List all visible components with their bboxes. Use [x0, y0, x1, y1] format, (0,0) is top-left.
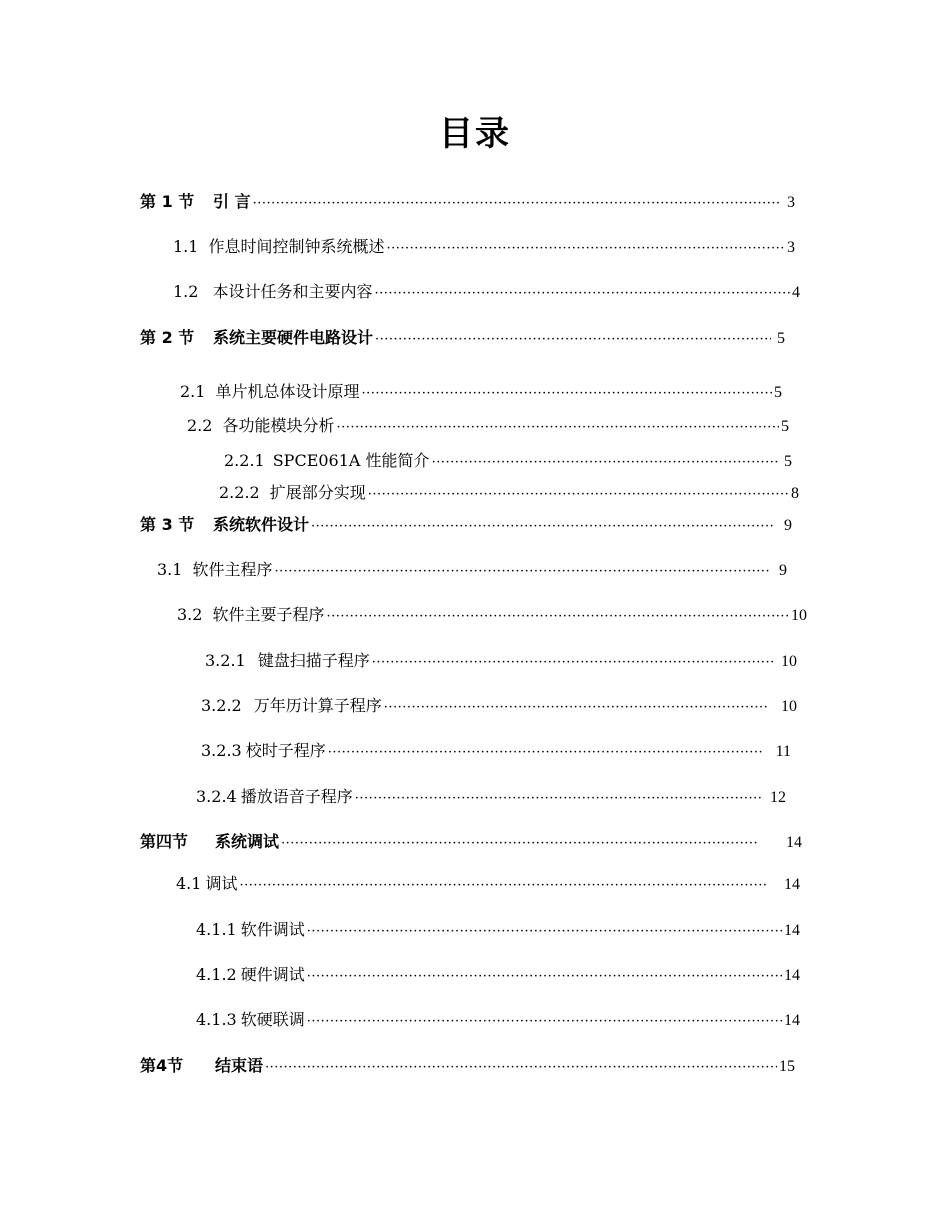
toc-leader-dots [384, 695, 769, 719]
toc-entry-2-2[interactable] [187, 413, 789, 439]
toc-entry-3-2[interactable] [177, 602, 807, 628]
toc-entry-number: 3.2 [177, 605, 203, 624]
toc-entry-number: 第四节 [140, 832, 189, 851]
toc-entry-number: 3.2.1 [205, 651, 246, 670]
toc-page-number: 8 [791, 485, 799, 502]
toc-entry-label [176, 871, 237, 897]
toc-entry-number: 第4节 [140, 1056, 184, 1075]
toc-entry-number: 1.2 [173, 282, 199, 301]
toc-entry-number: 第 2 节 [140, 328, 195, 347]
toc-entry-number: 4.1.1 [196, 920, 237, 939]
toc-entry-label [140, 189, 251, 215]
toc-page-number: 14 [784, 876, 800, 893]
toc-leader-dots [253, 191, 781, 215]
toc-entry-label [140, 829, 279, 855]
toc-entry-3-2-4[interactable] [196, 784, 786, 810]
toc-leader-dots [307, 919, 782, 943]
toc-entry-number: 1.1 [173, 237, 199, 256]
toc-entry-chapter-4[interactable] [140, 829, 802, 855]
toc-entry-text: 各功能模块分析 [222, 416, 335, 435]
toc-page-number: 14 [784, 967, 800, 984]
toc-entry-text: 结束语 [215, 1056, 264, 1075]
toc-leader-dots [372, 650, 775, 674]
toc-entry-label [196, 917, 305, 943]
toc-leader-dots [265, 1055, 777, 1079]
toc-leader-dots [307, 964, 782, 988]
toc-entry-label [157, 557, 272, 583]
toc-leader-dots [432, 450, 778, 474]
toc-entry-chapter-1[interactable] [140, 189, 795, 215]
toc-entry-2-1[interactable] [180, 379, 782, 405]
toc-page-number: 10 [781, 653, 797, 670]
toc-leader-dots [375, 327, 771, 351]
toc-entry-text: 软件主程序 [192, 560, 273, 579]
toc-leader-dots [311, 514, 774, 538]
toc-entry-3-2-2[interactable] [201, 693, 797, 719]
toc-entry-label [224, 448, 430, 474]
toc-entry-2-2-1[interactable] [224, 448, 792, 474]
toc-entry-label [140, 512, 309, 538]
toc-entry-number: 2.2.1 [224, 451, 265, 470]
toc-entry-1-2[interactable] [173, 279, 800, 305]
toc-leader-dots [374, 281, 790, 305]
toc-entry-text: 键盘扫描子程序 [257, 651, 370, 670]
toc-entry-number: 2.2.2 [219, 483, 260, 502]
toc-entry-text: SPCE061A 性能简介 [272, 451, 430, 470]
toc-entry-3-2-3[interactable] [201, 738, 791, 764]
toc-entry-label [196, 784, 353, 810]
toc-entry-text: 硬件调试 [240, 965, 305, 984]
toc-entry-text: 系统主要硬件电路设计 [213, 328, 374, 347]
toc-leader-dots [336, 415, 779, 439]
toc-entry-label [180, 379, 359, 405]
toc-entry-label [201, 693, 382, 719]
toc-entry-4-1-2[interactable] [196, 962, 800, 988]
toc-page-number: 10 [791, 607, 807, 624]
toc-entry-label [219, 480, 366, 506]
toc-entry-label [140, 325, 373, 351]
toc-page-number: 12 [770, 789, 786, 806]
toc-page-number: 10 [781, 698, 797, 715]
toc-entry-number: 3.2.2 [201, 696, 242, 715]
toc-entry-label [173, 234, 384, 260]
toc-page-number: 5 [774, 384, 782, 401]
toc-entry-number: 3.1 [157, 560, 183, 579]
toc-page-number: 3 [787, 239, 795, 256]
toc-entry-label [196, 962, 305, 988]
toc-entry-number: 第 3 节 [140, 515, 195, 534]
toc-page-number: 15 [779, 1058, 795, 1075]
toc-page-number: 14 [784, 922, 800, 939]
toc-title: 目录 [439, 114, 511, 154]
toc-page-number: 5 [777, 330, 785, 347]
toc-entry-number: 3.2.3 [201, 741, 242, 760]
toc-page-number: 5 [784, 453, 792, 470]
toc-entry-number: 2.1 [180, 382, 206, 401]
toc-entry-text: 校时子程序 [245, 741, 326, 760]
toc-leader-dots [386, 236, 785, 260]
toc-entry-number: 4.1 [176, 874, 202, 893]
toc-leader-dots [239, 873, 766, 897]
toc-entry-number: 4.1.3 [196, 1010, 237, 1029]
toc-entry-chapter-5[interactable] [140, 1053, 795, 1079]
toc-entry-text: 引 言 [213, 192, 251, 211]
toc-leader-dots [274, 559, 769, 583]
toc-page-number: 4 [792, 284, 800, 301]
toc-entry-chapter-3[interactable] [140, 512, 792, 538]
toc-entry-text: 软件主要子程序 [212, 605, 325, 624]
toc-page-number: 9 [779, 562, 787, 579]
toc-leader-dots [326, 604, 789, 628]
toc-entry-number: 3.2.4 [196, 787, 237, 806]
toc-entry-label [196, 1007, 305, 1033]
toc-entry-number: 第 1 节 [140, 192, 195, 211]
toc-leader-dots [307, 1009, 782, 1033]
toc-leader-dots [355, 786, 762, 810]
toc-entry-3-1[interactable] [157, 557, 787, 583]
toc-leader-dots [328, 740, 764, 764]
toc-entry-4-1[interactable] [176, 871, 800, 897]
toc-leader-dots [368, 482, 789, 506]
toc-entry-label [187, 413, 334, 439]
toc-entry-4-1-3[interactable] [196, 1007, 800, 1033]
toc-entry-number: 4.1.2 [196, 965, 237, 984]
toc-page-number: 5 [781, 418, 789, 435]
toc-entry-label [177, 602, 324, 628]
toc-entry-4-1-1[interactable] [196, 917, 800, 943]
toc-entry-text: 系统软件设计 [213, 515, 310, 534]
toc-entry-text: 作息时间控制钟系统概述 [208, 237, 385, 256]
toc-entry-label [140, 1053, 263, 1079]
toc-entry-label [173, 279, 372, 305]
toc-entry-text: 播放语音子程序 [240, 787, 353, 806]
toc-entry-text: 软硬联调 [240, 1010, 305, 1029]
toc-page-number: 14 [786, 834, 802, 851]
toc-entry-label [205, 648, 370, 674]
toc-entry-text: 软件调试 [240, 920, 305, 939]
toc-entry-label [201, 738, 326, 764]
toc-entry-1-1[interactable] [173, 234, 795, 260]
toc-entry-3-2-1[interactable] [205, 648, 797, 674]
toc-entry-number: 2.2 [187, 416, 213, 435]
toc-entry-text: 系统调试 [215, 832, 280, 851]
toc-entry-text: 本设计任务和主要内容 [212, 282, 373, 301]
toc-leader-dots [361, 381, 772, 405]
toc-entry-chapter-2[interactable] [140, 325, 785, 351]
toc-entry-2-2-2[interactable] [219, 480, 799, 506]
toc-entry-text: 单片机总体设计原理 [215, 382, 360, 401]
toc-page-number: 9 [784, 517, 792, 534]
toc-leader-dots [281, 831, 758, 855]
toc-entry-text: 调试 [205, 874, 238, 893]
toc-page-number: 3 [787, 194, 795, 211]
toc-page-number: 11 [775, 743, 791, 760]
toc-entry-text: 扩展部分实现 [269, 483, 366, 502]
toc-entry-text: 万年历计算子程序 [253, 696, 382, 715]
toc-page-number: 14 [784, 1012, 800, 1029]
